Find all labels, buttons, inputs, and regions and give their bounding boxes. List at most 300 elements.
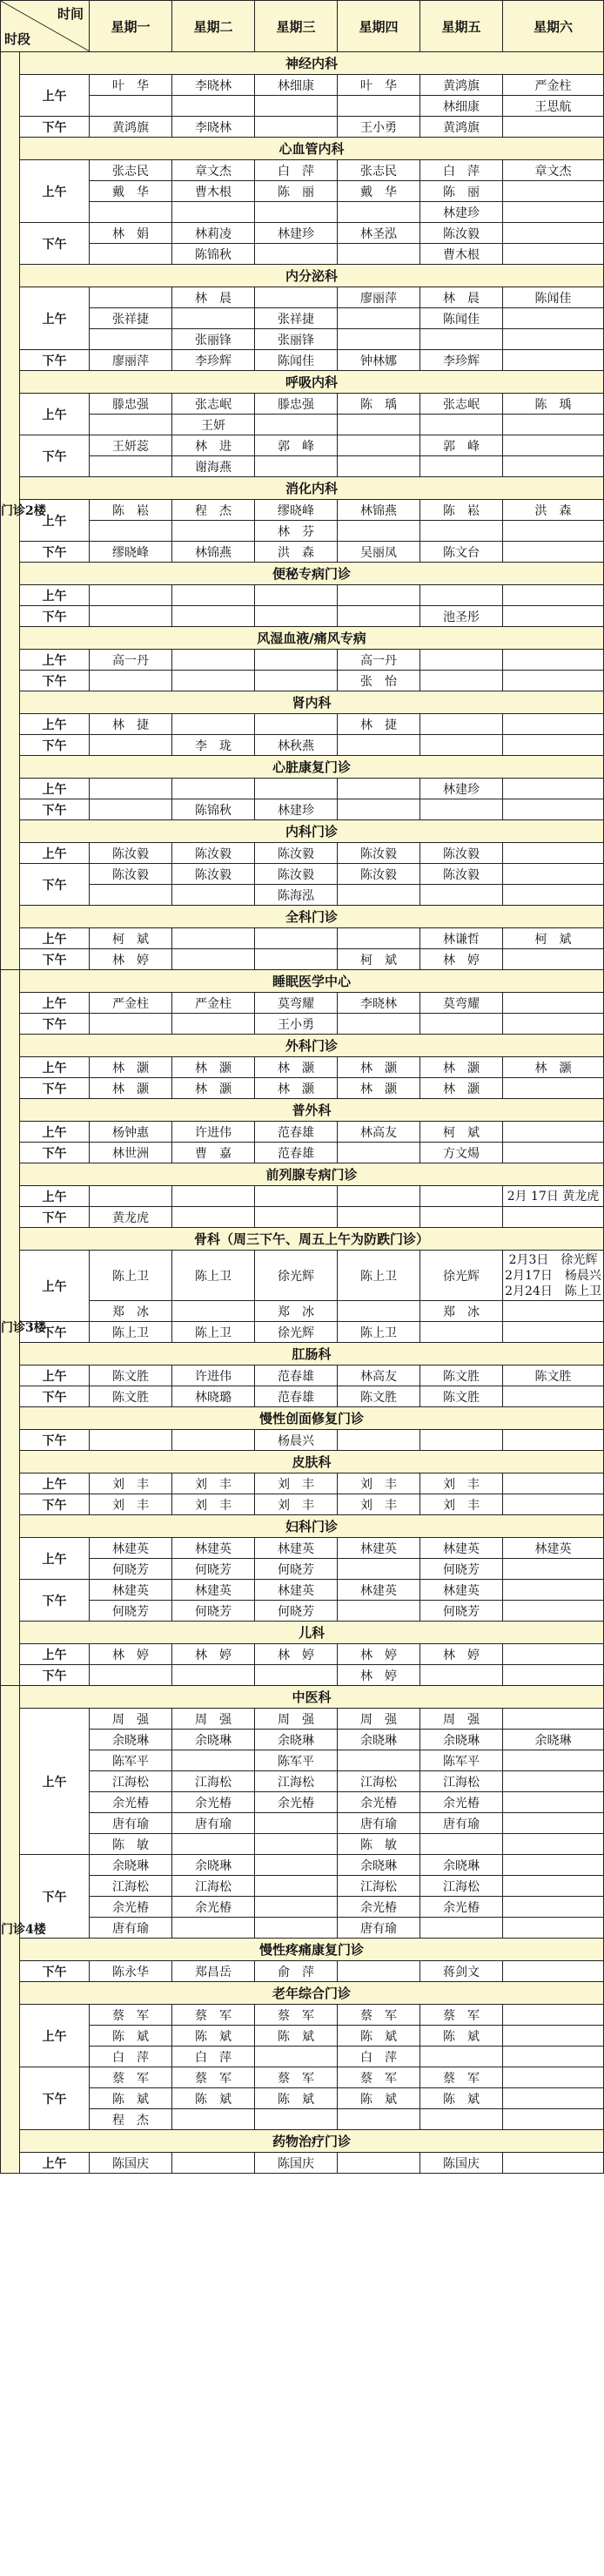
doctor-cell-wed: 陈 斌: [255, 2088, 338, 2109]
doctor-cell-wed: 俞 萍: [255, 1961, 338, 1982]
period-morning: 上午: [20, 1366, 90, 1386]
doctor-cell-sat: [503, 521, 604, 542]
doctor-cell-thu: 余晓琳: [338, 1855, 420, 1876]
schedule-row: [1, 949, 604, 970]
doctor-cell-tue: [172, 1918, 255, 1939]
doctor-cell-wed: 林建英: [255, 1580, 338, 1601]
doctor-cell-wed: [255, 456, 338, 477]
doctor-cell-tue: [172, 1186, 255, 1207]
schedule-row: [1, 1014, 604, 1035]
doctor-cell-sat: [503, 1143, 604, 1163]
period-afternoon: 下午: [20, 1014, 90, 1035]
department-title: 慢性疼痛康复门诊: [20, 1939, 604, 1961]
doctor-cell-tue: [172, 949, 255, 970]
schedule-row: [1, 1078, 604, 1099]
doctor-cell-mon: 林 捷: [90, 714, 172, 735]
doctor-cell-fri: 林建珍: [420, 779, 503, 799]
doctor-cell-sat: 林 灏: [503, 1057, 604, 1078]
department-title: 妇科门诊: [20, 1515, 604, 1538]
schedule-row: [1, 864, 604, 885]
doctor-cell-wed: 张丽锋: [255, 329, 338, 350]
schedule-row: [1, 415, 604, 435]
period-afternoon: 下午: [20, 1078, 90, 1099]
doctor-cell-thu: [338, 885, 420, 906]
doctor-cell-tue: [172, 1014, 255, 1035]
doctor-cell-tue: 曹 嘉: [172, 1143, 255, 1163]
doctor-cell-tue: 林建英: [172, 1580, 255, 1601]
doctor-cell-wed: [255, 96, 338, 117]
department-title: 普外科: [20, 1099, 604, 1122]
doctor-cell-thu: 刘 丰: [338, 1494, 420, 1515]
doctor-cell-thu: 陈 敏: [338, 1834, 420, 1855]
doctor-cell-thu: 蔡 军: [338, 2067, 420, 2088]
period-afternoon: 下午: [20, 1961, 90, 1982]
period-afternoon: 下午: [20, 2067, 90, 2130]
floor-label-text: 门诊2楼: [1, 503, 46, 518]
doctor-cell-fri: 郑 冰: [420, 1301, 503, 1322]
doctor-cell-wed: 陈汝毅: [255, 843, 338, 864]
doctor-cell-sat: [503, 2067, 604, 2088]
department-title: 内分泌科: [20, 265, 604, 287]
doctor-cell-wed: 莫弯耀: [255, 993, 338, 1014]
period-morning: 上午: [20, 287, 90, 350]
doctor-cell-thu: [338, 606, 420, 627]
doctor-cell-wed: [255, 1918, 338, 1939]
doctor-cell-sat: 王思航: [503, 96, 604, 117]
doctor-cell-tue: 林 婷: [172, 1644, 255, 1665]
doctor-cell-thu: 林高友: [338, 1366, 420, 1386]
schedule-row: [1, 521, 604, 542]
doctor-cell-thu: [338, 928, 420, 949]
doctor-cell-fri: [420, 521, 503, 542]
doctor-cell-mon: 刘 丰: [90, 1473, 172, 1494]
doctor-cell-thu: [338, 1301, 420, 1322]
doctor-cell-sat: [503, 606, 604, 627]
doctor-cell-sat: 陈闻佳: [503, 287, 604, 308]
doctor-cell-tue: 章文杰: [172, 160, 255, 181]
doctor-cell-fri: 刘 丰: [420, 1473, 503, 1494]
schedule-row: [1, 1057, 604, 1078]
doctor-cell-tue: [172, 1430, 255, 1451]
doctor-cell-fri: [420, 456, 503, 477]
doctor-cell-fri: [420, 735, 503, 756]
period-afternoon: 下午: [20, 1207, 90, 1228]
doctor-cell-mon: [90, 885, 172, 906]
doctor-cell-fri: 周 强: [420, 1709, 503, 1730]
schedule-row: [1, 799, 604, 820]
doctor-cell-thu: 林 婷: [338, 1665, 420, 1686]
doctor-cell-tue: [172, 885, 255, 906]
period-morning: 上午: [20, 75, 90, 117]
period-afternoon: 下午: [20, 1386, 90, 1407]
department-title: 皮肤科: [20, 1451, 604, 1473]
doctor-cell-wed: [255, 415, 338, 435]
doctor-cell-thu: 余晓琳: [338, 1730, 420, 1750]
doctor-cell-tue: 严金柱: [172, 993, 255, 1014]
doctor-cell-tue: 李晓林: [172, 117, 255, 138]
doctor-cell-tue: 蔡 军: [172, 2005, 255, 2026]
doctor-cell-sat: [503, 1301, 604, 1322]
doctor-cell-fri: 莫弯耀: [420, 993, 503, 1014]
period-morning: 上午: [20, 714, 90, 735]
period-morning: 上午: [20, 1122, 90, 1143]
doctor-cell-tue: 李珍辉: [172, 350, 255, 371]
department-title: 药物治疗门诊: [20, 2130, 604, 2153]
schedule-row: [1, 1601, 604, 1622]
doctor-cell-sat: [503, 1559, 604, 1580]
doctor-cell-thu: [338, 1961, 420, 1982]
schedule-row: [1, 843, 604, 864]
department-title: 消化内科: [20, 477, 604, 500]
schedule-row: [1, 1186, 604, 1207]
doctor-cell-wed: 滕忠强: [255, 394, 338, 415]
doctor-cell-tue: 余晓琳: [172, 1730, 255, 1750]
doctor-cell-tue: [172, 928, 255, 949]
floor-label: [1, 1686, 46, 2174]
doctor-cell-sat: 陈 瑀: [503, 394, 604, 415]
doctor-cell-fri: [420, 2047, 503, 2067]
schedule-row: [1, 1750, 604, 1771]
department-title-row: [1, 1343, 604, 1366]
doctor-cell-fri: 蔡 军: [420, 2005, 503, 2026]
doctor-cell-sat: 洪 森: [503, 500, 604, 521]
schedule-row: [1, 1322, 604, 1343]
department-title-row: [1, 1939, 604, 1961]
doctor-cell-thu: [338, 308, 420, 329]
doctor-cell-sat: [503, 1122, 604, 1143]
doctor-cell-wed: [255, 287, 338, 308]
doctor-cell-sat: [503, 1430, 604, 1451]
doctor-cell-fri: [420, 1834, 503, 1855]
schedule-row: [1, 735, 604, 756]
period-afternoon: 下午: [20, 606, 90, 627]
doctor-cell-tue: 林晓璐: [172, 1386, 255, 1407]
doctor-cell-mon: 蔡 军: [90, 2005, 172, 2026]
doctor-cell-thu: [338, 735, 420, 756]
doctor-cell-tue: [172, 585, 255, 606]
doctor-cell-thu: [338, 202, 420, 223]
doctor-cell-wed: 林 芬: [255, 521, 338, 542]
floor-label-text: 门诊3楼: [1, 1320, 46, 1335]
doctor-cell-mon: 郑 冰: [90, 1301, 172, 1322]
doctor-cell-thu: 林 灏: [338, 1078, 420, 1099]
department-title: 神经内科: [20, 52, 604, 75]
doctor-cell-wed: 林 灏: [255, 1078, 338, 1099]
schedule-row: [1, 1386, 604, 1407]
period-afternoon: 下午: [20, 1322, 90, 1343]
department-title-row: [1, 52, 604, 75]
doctor-cell-fri: 陈 斌: [420, 2026, 503, 2047]
doctor-cell-thu: 陈汝毅: [338, 843, 420, 864]
department-title-row: [1, 1515, 604, 1538]
department-title: 肛肠科: [20, 1343, 604, 1366]
doctor-cell-fri: 林 婷: [420, 949, 503, 970]
doctor-cell-fri: 柯 斌: [420, 1122, 503, 1143]
period-morning: 上午: [20, 2005, 90, 2067]
doctor-cell-fri: 陈国庆: [420, 2153, 503, 2174]
doctor-cell-sat: [503, 1322, 604, 1343]
doctor-cell-fri: 余晓琳: [420, 1730, 503, 1750]
doctor-cell-mon: 黄龙虎: [90, 1207, 172, 1228]
doctor-cell-fri: 林建英: [420, 1580, 503, 1601]
schedule-row: [1, 542, 604, 563]
doctor-cell-sat: [503, 1918, 604, 1939]
doctor-cell-tue: 程 杰: [172, 500, 255, 521]
doctor-cell-mon: 林建英: [90, 1538, 172, 1559]
doctor-cell-sat: [503, 329, 604, 350]
doctor-cell-tue: 陈上卫: [172, 1322, 255, 1343]
doctor-cell-tue: 陈锦秋: [172, 244, 255, 265]
doctor-cell-thu: [338, 1559, 420, 1580]
doctor-cell-mon: 林 灏: [90, 1078, 172, 1099]
doctor-cell-thu: 林圣泓: [338, 223, 420, 244]
doctor-cell-tue: 周 强: [172, 1709, 255, 1730]
schedule-row: [1, 928, 604, 949]
doctor-cell-sat: 章文杰: [503, 160, 604, 181]
doctor-cell-wed: [255, 117, 338, 138]
period-morning: 上午: [20, 1251, 90, 1322]
schedule-row: [1, 2109, 604, 2130]
doctor-cell-wed: 白 萍: [255, 160, 338, 181]
doctor-cell-tue: [172, 521, 255, 542]
doctor-cell-mon: 林世洲: [90, 1143, 172, 1163]
doctor-cell-mon: 蔡 军: [90, 2067, 172, 2088]
doctor-cell-tue: 余晓琳: [172, 1855, 255, 1876]
doctor-cell-wed: [255, 244, 338, 265]
doctor-cell-wed: [255, 779, 338, 799]
doctor-cell-fri: 林细康: [420, 96, 503, 117]
doctor-cell-mon: 陈上卫: [90, 1322, 172, 1343]
doctor-cell-thu: 陈 瑀: [338, 394, 420, 415]
doctor-cell-wed: 江海松: [255, 1771, 338, 1792]
doctor-cell-mon: 王妍蕊: [90, 435, 172, 456]
doctor-cell-tue: 陈 斌: [172, 2026, 255, 2047]
doctor-cell-tue: 曹木根: [172, 181, 255, 202]
doctor-cell-mon: 叶 华: [90, 75, 172, 96]
doctor-cell-tue: 李 珑: [172, 735, 255, 756]
doctor-cell-wed: 范春雄: [255, 1122, 338, 1143]
doctor-cell-tue: 林 灏: [172, 1078, 255, 1099]
department-title: 便秘专病门诊: [20, 563, 604, 585]
doctor-cell-sat: [503, 993, 604, 1014]
doctor-cell-fri: [420, 1918, 503, 1939]
header-corner: [1, 1, 90, 52]
department-title-row: [1, 563, 604, 585]
doctor-cell-tue: 郑昌岳: [172, 1961, 255, 1982]
doctor-cell-tue: 谢海燕: [172, 456, 255, 477]
doctor-cell-fri: [420, 2109, 503, 2130]
corner-time-label: 时间: [57, 6, 84, 22]
doctor-cell-sat: [503, 1473, 604, 1494]
doctor-cell-mon: 陈汝毅: [90, 843, 172, 864]
doctor-cell-tue: 许进伟: [172, 1366, 255, 1386]
period-morning: 上午: [20, 1473, 90, 1494]
schedule-row: [1, 2153, 604, 2174]
doctor-cell-sat: [503, 1601, 604, 1622]
doctor-cell-thu: 江海松: [338, 1876, 420, 1897]
doctor-cell-mon: 陈上卫: [90, 1251, 172, 1301]
doctor-cell-fri: [420, 1322, 503, 1343]
doctor-cell-mon: 何晓芳: [90, 1601, 172, 1622]
doctor-cell-tue: [172, 2153, 255, 2174]
period-afternoon: 下午: [20, 1430, 90, 1451]
doctor-cell-tue: 蔡 军: [172, 2067, 255, 2088]
doctor-cell-fri: 陈汝毅: [420, 223, 503, 244]
period-morning: 上午: [20, 843, 90, 864]
doctor-cell-thu: 陈 斌: [338, 2026, 420, 2047]
schedule-row: [1, 350, 604, 371]
doctor-cell-tue: 林 灏: [172, 1057, 255, 1078]
period-morning: 上午: [20, 1538, 90, 1580]
doctor-cell-sat: [503, 181, 604, 202]
doctor-cell-wed: [255, 1834, 338, 1855]
doctor-cell-mon: 黄鸿旗: [90, 117, 172, 138]
department-title: 呼吸内科: [20, 371, 604, 394]
doctor-cell-fri: 张志岷: [420, 394, 503, 415]
doctor-cell-fri: [420, 415, 503, 435]
period-afternoon: 下午: [20, 671, 90, 691]
schedule-row: [1, 671, 604, 691]
doctor-cell-mon: 周 强: [90, 1709, 172, 1730]
doctor-cell-mon: [90, 735, 172, 756]
doctor-cell-mon: 刘 丰: [90, 1494, 172, 1515]
doctor-cell-tue: 唐有瑜: [172, 1813, 255, 1834]
doctor-cell-wed: 刘 丰: [255, 1473, 338, 1494]
doctor-cell-sat: [503, 1855, 604, 1876]
doctor-cell-fri: 林 晨: [420, 287, 503, 308]
doctor-cell-sat: [503, 1897, 604, 1918]
doctor-cell-mon: 杨钟惠: [90, 1122, 172, 1143]
doctor-cell-mon: 唐有瑜: [90, 1918, 172, 1939]
saturday-note: 2月3日 徐光辉 2月17日 杨晨兴 2月24日 陈上卫: [503, 1251, 604, 1301]
doctor-cell-wed: 陈国庆: [255, 2153, 338, 2174]
doctor-cell-wed: [255, 1876, 338, 1897]
doctor-cell-thu: 林高友: [338, 1122, 420, 1143]
doctor-cell-thu: 唐有瑜: [338, 1813, 420, 1834]
schedule-row: [1, 435, 604, 456]
doctor-cell-mon: 陈 崧: [90, 500, 172, 521]
doctor-cell-sat: [503, 117, 604, 138]
header-row: [1, 1, 604, 52]
period-afternoon: 下午: [20, 1580, 90, 1622]
period-morning: 上午: [20, 779, 90, 799]
doctor-cell-wed: 郑 冰: [255, 1301, 338, 1322]
doctor-cell-thu: [338, 329, 420, 350]
doctor-cell-wed: 刘 丰: [255, 1494, 338, 1515]
doctor-cell-fri: 何晓芳: [420, 1559, 503, 1580]
doctor-cell-wed: 范春雄: [255, 1143, 338, 1163]
doctor-cell-sat: [503, 2047, 604, 2067]
doctor-cell-sat: [503, 1665, 604, 1686]
doctor-cell-mon: [90, 287, 172, 308]
department-title-row: [1, 906, 604, 928]
period-afternoon: 下午: [20, 735, 90, 756]
doctor-cell-fri: 陈 斌: [420, 2088, 503, 2109]
doctor-cell-mon: 陈汝毅: [90, 864, 172, 885]
doctor-cell-wed: 陈闻佳: [255, 350, 338, 371]
doctor-cell-mon: 陈 敏: [90, 1834, 172, 1855]
doctor-cell-mon: 林建英: [90, 1580, 172, 1601]
department-title: 中医科: [20, 1686, 604, 1709]
doctor-cell-thu: [338, 1601, 420, 1622]
doctor-cell-tue: 何晓芳: [172, 1559, 255, 1580]
doctor-cell-thu: [338, 1143, 420, 1163]
doctor-cell-sat: [503, 244, 604, 265]
doctor-cell-thu: [338, 456, 420, 477]
day-header-thu: 星期四: [338, 1, 420, 52]
doctor-cell-sat: [503, 885, 604, 906]
period-afternoon: 下午: [20, 542, 90, 563]
doctor-cell-wed: 林 灏: [255, 1057, 338, 1078]
schedule-row: [1, 456, 604, 477]
doctor-cell-fri: [420, 1430, 503, 1451]
period-afternoon: 下午: [20, 1855, 90, 1939]
doctor-cell-tue: 李晓林: [172, 75, 255, 96]
doctor-cell-thu: 蔡 军: [338, 2005, 420, 2026]
doctor-cell-tue: 刘 丰: [172, 1494, 255, 1515]
period-morning: 上午: [20, 160, 90, 223]
doctor-cell-mon: 戴 华: [90, 181, 172, 202]
doctor-cell-sat: [503, 1207, 604, 1228]
doctor-cell-tue: 陈 斌: [172, 2088, 255, 2109]
doctor-cell-mon: 余晓琳: [90, 1730, 172, 1750]
doctor-cell-wed: 余晓琳: [255, 1730, 338, 1750]
schedule-row: [1, 181, 604, 202]
doctor-cell-wed: 林 婷: [255, 1644, 338, 1665]
doctor-cell-mon: [90, 521, 172, 542]
department-title-row: [1, 1686, 604, 1709]
doctor-cell-fri: [420, 650, 503, 671]
schedule-row: [1, 1918, 604, 1939]
doctor-cell-thu: 叶 华: [338, 75, 420, 96]
doctor-cell-mon: 陈国庆: [90, 2153, 172, 2174]
department-title-row: [1, 138, 604, 160]
schedule-row: [1, 1961, 604, 1982]
department-title-row: [1, 756, 604, 779]
doctor-cell-sat: [503, 2153, 604, 2174]
doctor-cell-tue: 王妍: [172, 415, 255, 435]
doctor-cell-mon: [90, 1186, 172, 1207]
doctor-cell-mon: [90, 456, 172, 477]
doctor-cell-tue: [172, 779, 255, 799]
doctor-cell-fri: 刘 丰: [420, 1494, 503, 1515]
doctor-cell-tue: 张丽锋: [172, 329, 255, 350]
doctor-cell-wed: [255, 606, 338, 627]
schedule-row: [1, 650, 604, 671]
schedule-row: [1, 2067, 604, 2088]
doctor-cell-mon: 江海松: [90, 1771, 172, 1792]
doctor-cell-fri: [420, 671, 503, 691]
schedule-row: [1, 1813, 604, 1834]
department-title-row: [1, 1407, 604, 1430]
doctor-cell-mon: 何晓芳: [90, 1559, 172, 1580]
doctor-cell-fri: 黄鸿旗: [420, 75, 503, 96]
schedule-row: [1, 308, 604, 329]
doctor-cell-fri: 江海松: [420, 1771, 503, 1792]
doctor-cell-wed: [255, 2109, 338, 2130]
doctor-cell-mon: [90, 329, 172, 350]
doctor-cell-tue: 林 晨: [172, 287, 255, 308]
doctor-cell-wed: [255, 1897, 338, 1918]
doctor-cell-thu: 戴 华: [338, 181, 420, 202]
doctor-cell-fri: [420, 329, 503, 350]
doctor-cell-fri: [420, 799, 503, 820]
doctor-cell-mon: 高一丹: [90, 650, 172, 671]
doctor-cell-sat: [503, 308, 604, 329]
day-header-mon: 星期一: [90, 1, 172, 52]
doctor-cell-thu: 林锦燕: [338, 500, 420, 521]
doctor-cell-thu: 唐有瑜: [338, 1918, 420, 1939]
